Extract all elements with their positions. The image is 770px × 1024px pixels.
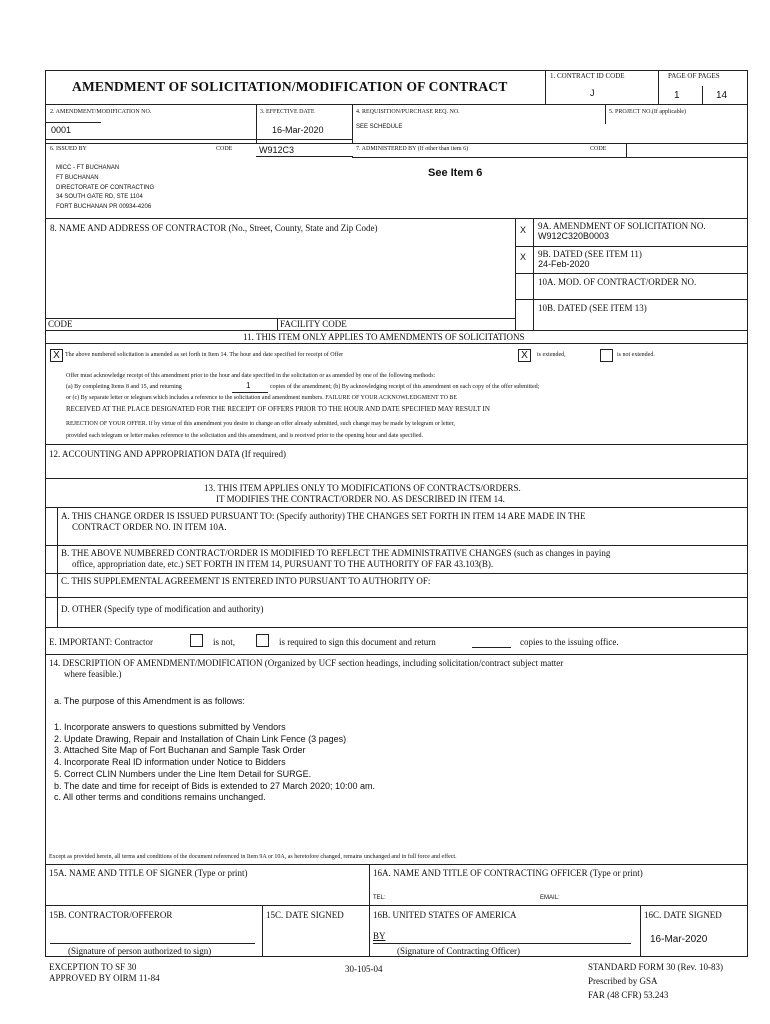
footer-approved: APPROVED BY OIRM 11-84 <box>49 973 160 983</box>
box9a-check: X <box>520 225 527 235</box>
amendment-no-value: 0001 <box>51 125 72 135</box>
list-item: 1. Incorporate answers to questions submitted by Vendors <box>54 722 286 732</box>
footer-far: FAR (48 CFR) 53.243 <box>588 990 669 1000</box>
contractor-signature-caption: (Signature of person authorized to sign) <box>68 946 212 956</box>
box10b-label: 10B. DATED (SEE ITEM 13) <box>538 303 647 313</box>
solicitation-number: W912C320B0003 <box>538 231 610 241</box>
is-required-checkbox[interactable] <box>256 634 269 647</box>
page-of-pages-label: PAGE OF PAGES <box>668 72 720 80</box>
copies-to-label: copies to the issuing office. <box>520 637 619 647</box>
item11-copies: 1 <box>246 381 251 390</box>
total-pages: 14 <box>716 90 728 101</box>
item14-label-line2: where feasible.) <box>64 669 122 679</box>
item11-line6: provided each telegram or letter makes reference to the solicitation and this amendment, and is received prior to the opening hour and date specified. <box>66 433 424 439</box>
footer-standard-form: STANDARD FORM 30 (Rev. 10-83) <box>588 962 723 972</box>
contracting-officer-signature-caption: (Signature of Contracting Officer) <box>397 946 521 956</box>
item13-header-1: 13. THIS ITEM APPLIES ONLY TO MODIFICATIONS OF CONTRACTS/ORDERS. <box>204 483 521 493</box>
extended-checkbox[interactable]: X <box>518 349 531 362</box>
project-no-label: 5. PROJECT NO.(If applicable) <box>609 109 687 115</box>
contracting-officer-label: 16A. NAME AND TITLE OF CONTRACTING OFFICER (Type or print) <box>373 868 643 878</box>
box9a-label: 9A. AMENDMENT OF SOLICITATION NO. <box>538 221 706 231</box>
item13-a-line2: CONTRACT ORDER NO. IN ITEM 10A. <box>72 522 227 532</box>
issued-by-label: 6. ISSUED BY <box>50 146 87 152</box>
is-not-checkbox[interactable] <box>190 634 203 647</box>
list-item: 5. Correct CLIN Numbers under the Line Item Detail for SURGE. <box>54 768 312 779</box>
important-label: E. IMPORTANT: Contractor <box>49 637 154 647</box>
list-item: 2. Update Drawing, Repair and Installation of Chain Link Fence (3 pages) <box>54 733 347 744</box>
page-number: 1 <box>674 90 680 101</box>
list-item: 4. Incorporate Real ID information under Notice to Bidders <box>54 757 286 768</box>
footer-prescribed: Prescribed by GSA <box>588 976 658 986</box>
is-required-label: is required to sign this document and return <box>279 637 436 647</box>
box9b-label: 9B. DATED (SEE ITEM 11) <box>538 249 642 259</box>
date-signed-16c-value: 16-Mar-2020 <box>650 934 708 945</box>
not-extended-checkbox[interactable] <box>600 349 613 362</box>
list-item: 3. Attached Site Map of Fort Buchanan and Sample Task Order <box>54 745 306 756</box>
item11-line2a: (a) By completing Items 8 and 15, and returning <box>66 384 182 390</box>
item11-line3: or (c) By separate letter or telegram which includes a reference to the solicitation and amendment numbers. FAILURE OF YOUR ACKNOWLEDGMENT TO BE <box>66 395 458 401</box>
by-label: BY <box>373 931 386 941</box>
extended-label: is extended, <box>537 352 566 358</box>
footer-form-number: 30-105-04 <box>345 964 383 974</box>
item13-header-2: IT MODIFIES THE CONTRACT/ORDER NO. AS DESCRIBED IN ITEM 14. <box>216 494 505 504</box>
item11-line2b: copies of the amendment; (b) By acknowledging receipt of this amendment on each copy of the offer submitted; <box>270 384 540 390</box>
signer-name-label: 15A. NAME AND TITLE OF SIGNER (Type or print) <box>49 868 248 878</box>
box9b-check: X <box>520 252 527 262</box>
issued-by-code-label: CODE <box>216 146 233 152</box>
box9b-date: 24-Feb-2020 <box>538 259 590 269</box>
box10a-label: 10A. MOD. OF CONTRACT/ORDER NO. <box>538 277 697 287</box>
item11-line1: Offer must acknowledge receipt of this amendment prior to the hour and date specified in the solicitation or as amended by one of the following methods: <box>66 373 436 379</box>
list-item: c. All other terms and conditions remains unchanged. <box>54 792 266 803</box>
effective-date-label: 3. EFFECTIVE DATE <box>260 109 315 115</box>
item14-purpose: a. The purpose of this Amendment is as follows: <box>54 696 245 706</box>
issued-by-address: MICC - FT BUCHANAN FT BUCHANAN DIRECTORATE OF CONTRACTING 34 SOUTH GATE RD, STE 1104 FORT BUCHANAN PR 00934-4206 <box>56 165 155 211</box>
requisition-no-value: SEE SCHEDULE <box>356 124 403 130</box>
administered-by-value: See Item 6 <box>428 167 483 179</box>
contractor-name-label: 8. NAME AND ADDRESS OF CONTRACTOR (No., Street, County, State and Zip Code) <box>50 223 378 233</box>
item13-a-line1: A. THIS CHANGE ORDER IS ISSUED PURSUANT TO: (Specify authority) THE CHANGES SET FORTH IN ITEM 14 ARE MADE IN THE <box>61 511 586 521</box>
date-signed-15c-label: 15C. DATE SIGNED <box>266 910 344 920</box>
tel-label: TEL: <box>373 895 386 901</box>
contractor-code-label: CODE <box>48 319 73 329</box>
amended-text: The above numbered solicitation is amended as set forth in Item 14. The hour and date specified for receipt of Offer <box>65 352 344 358</box>
item13-b-line1: B. THE ABOVE NUMBERED CONTRACT/ORDER IS MODIFIED TO REFLECT THE ADMINISTRATIVE CHANGES (such as changes in paying <box>61 548 611 558</box>
administered-by-label: 7. ADMINISTERED BY (If other than item 6) <box>356 146 469 152</box>
item11-line5: REJECTION OF YOUR OFFER. If by virtue of this amendment you desire to change an offer already submitted, such change may be made by telegram or letter, <box>66 421 455 427</box>
administered-by-code-label: CODE <box>590 146 607 152</box>
contract-id-code-value: J <box>590 88 595 98</box>
facility-code-label: FACILITY CODE <box>280 319 347 329</box>
contract-id-code-label: 1. CONTRACT ID CODE <box>550 72 625 80</box>
not-extended-label: is not extended. <box>617 352 655 358</box>
item11-line4: RECEIVED AT THE PLACE DESIGNATED FOR THE RECEIPT OF OFFERS PRIOR TO THE HOUR AND DATE SPECIFIED MAY RESULT IN <box>66 405 490 413</box>
item11-header: 11. THIS ITEM ONLY APPLIES TO AMENDMENTS OF SOLICITATIONS <box>243 332 525 342</box>
item14-list <box>54 722 375 804</box>
amended-checkbox[interactable]: X <box>50 349 63 362</box>
item13-b-line2: office, appropriation date, etc.) SET FORTH IN ITEM 14, PURSUANT TO THE AUTHORITY OF FAR 43.103(B). <box>72 559 494 569</box>
list-item: b. The date and time for receipt of Bids is extended to 27 March 2020; 10:00 am. <box>54 780 376 791</box>
requisition-no-label: 4. REQUISITION/PURCHASE REQ. NO. <box>356 109 460 115</box>
item13-d: D. OTHER (Specify type of modification and authority) <box>61 604 264 614</box>
email-label: EMAIL: <box>540 895 560 901</box>
date-signed-16c-label: 16C. DATE SIGNED <box>644 910 722 920</box>
item12-label: 12. ACCOUNTING AND APPROPRIATION DATA (If required) <box>49 449 287 459</box>
footer-exception: EXCEPTION TO SF 30 <box>49 962 137 972</box>
form-title: AMENDMENT OF SOLICITATION/MODIFICATION OF CONTRACT <box>72 79 508 94</box>
item14-except-text: Except as provided herein, all terms and conditions of the document referenced in Item 9A or 10A, as heretofore changed, remains unchanged and in full force and effect. <box>49 854 457 860</box>
contractor-offeror-label: 15B. CONTRACTOR/OFFEROR <box>49 910 173 920</box>
issued-by-code: W912C3 <box>259 145 295 155</box>
amendment-no-label: 2. AMENDMENT/MODIFICATION NO. <box>50 109 152 115</box>
united-states-label: 16B. UNITED STATES OF AMERICA <box>373 910 517 920</box>
effective-date-value: 16-Mar-2020 <box>272 125 324 135</box>
item13-c: C. THIS SUPPLEMENTAL AGREEMENT IS ENTERED INTO PURSUANT TO AUTHORITY OF: <box>61 576 431 586</box>
is-not-label: is not, <box>213 637 236 647</box>
item14-label-line1: 14. DESCRIPTION OF AMENDMENT/MODIFICATION (Organized by UCF section headings, including solicitation/contract subject matter <box>49 658 564 668</box>
